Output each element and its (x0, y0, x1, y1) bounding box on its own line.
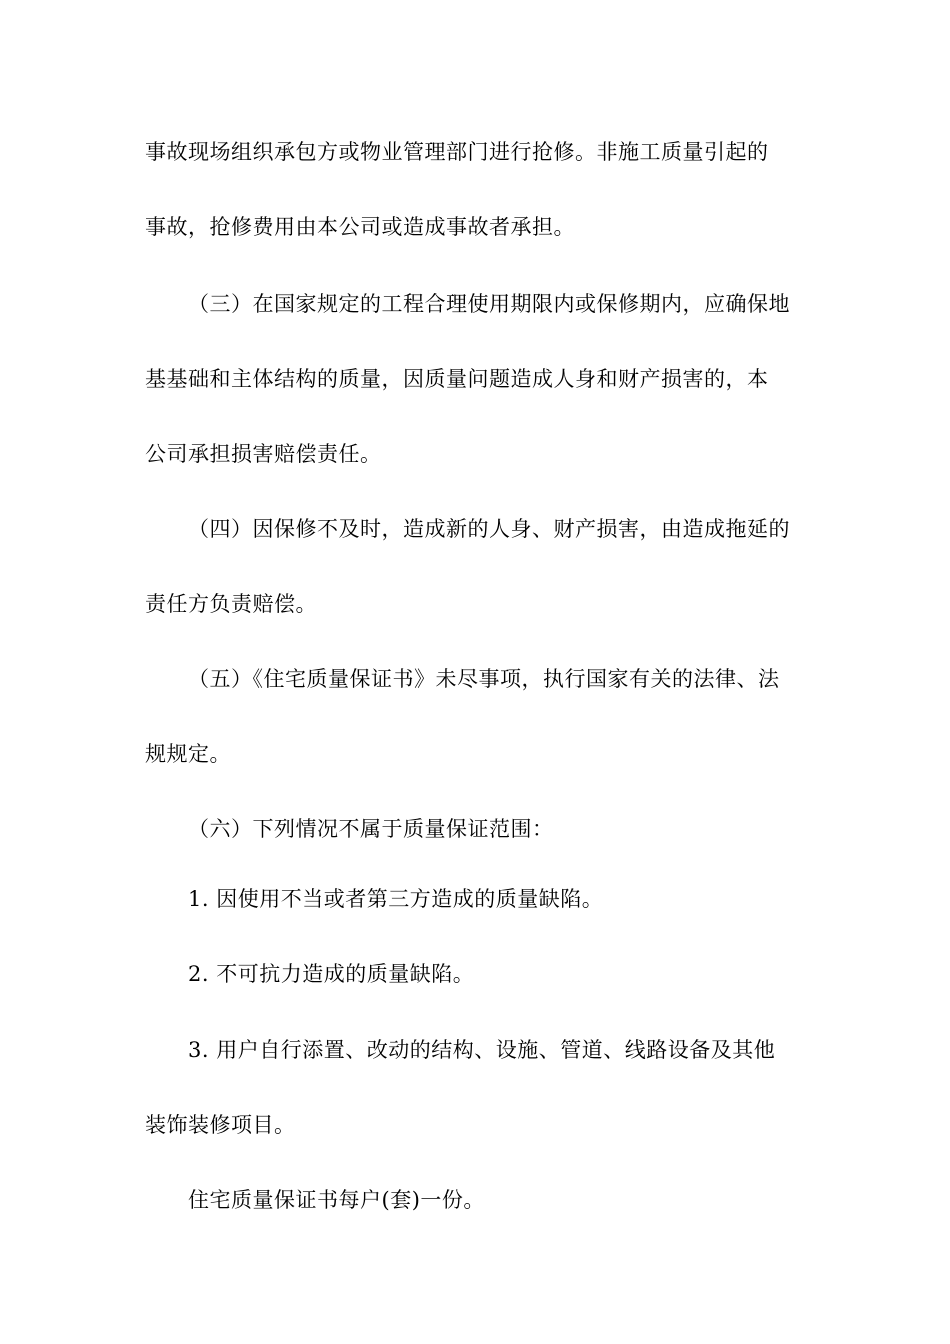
paragraph-line: （六）下列情况不属于质量保证范围： (188, 817, 554, 841)
paragraph-line: 基基础和主体结构的质量，因质量问题造成人身和财产损害的，本 (145, 367, 769, 391)
list-item: 1. 因使用不当或者第三方造成的质量缺陷。 (188, 887, 604, 911)
list-item: 2. 不可抗力造成的质量缺陷。 (188, 962, 475, 986)
paragraph-line: 事故，抢修费用由本公司或造成事故者承担。 (145, 215, 575, 239)
paragraph-line: （四）因保修不及时，造成新的人身、财产损害，由造成拖延的 (188, 517, 790, 541)
paragraph-line: 公司承担损害赔偿责任。 (145, 442, 382, 466)
paragraph-line: （三）在国家规定的工程合理使用期限内或保修期内，应确保地 (188, 292, 790, 316)
paragraph-line: 事故现场组织承包方或物业管理部门进行抢修。非施工质量引起的 (145, 140, 769, 164)
paragraph-line: 装饰装修项目。 (145, 1113, 296, 1137)
paragraph-line: 规规定。 (145, 742, 231, 766)
paragraph-line: 责任方负责赔偿。 (145, 592, 317, 616)
paragraph-line: 住宅质量保证书每户(套)一份。 (188, 1188, 485, 1212)
paragraph-line: （五）《住宅质量保证书》未尽事项，执行国家有关的法律、法 (188, 667, 780, 691)
list-item: 3. 用户自行添置、改动的结构、设施、管道、线路设备及其他 (188, 1038, 776, 1062)
